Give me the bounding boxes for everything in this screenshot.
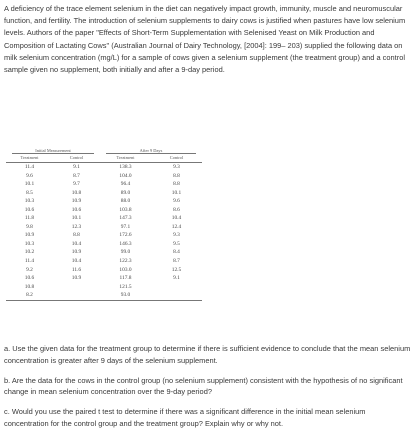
question-b: b. Are the data for the cows in the control group (no selenium supplement) consistent with the hypothesis of no significant change in mean selenium concentration over the 9-day period? [4, 375, 403, 397]
table-body [6, 163, 202, 300]
table-row [6, 231, 202, 240]
table-cell [53, 283, 100, 292]
table-cell: 10.8 [24, 283, 35, 290]
table-cell: 8.8 [173, 181, 180, 188]
table-cell: 9.6 [26, 172, 33, 179]
table-cell: 12.5 [171, 266, 182, 273]
group-rule-after [106, 153, 196, 154]
table-cell: 9.5 [173, 240, 180, 247]
table-row [6, 163, 202, 172]
group-header-initial [6, 147, 100, 154]
table-cell: 9.1 [173, 275, 180, 282]
table-cell: 9.3 [173, 164, 180, 170]
table-cell: 10.3 [24, 198, 35, 205]
table-cell: 10.9 [71, 198, 82, 205]
table-row [6, 257, 202, 266]
table-cell: 121.5 [119, 283, 132, 290]
question-c: c. Would you use the paired t test to determine if there was a significant difference in the initial mean selenium concentration for the control group and the treatment group? Explain why or why not. [4, 407, 366, 428]
table-row [6, 248, 202, 257]
table-cell: 9.6 [173, 198, 180, 205]
group-rule-initial [12, 153, 94, 154]
table-cell: 8.5 [26, 189, 33, 196]
table-cell: 9.1 [73, 164, 80, 170]
table-cell: 10.4 [71, 240, 82, 247]
table-row [6, 283, 202, 292]
column-header-initial-control: Control [69, 155, 84, 160]
table-row [6, 223, 202, 232]
table-cell: 9.8 [26, 223, 33, 230]
table-cell: 10.6 [71, 206, 82, 213]
table-cell: 96.4 [120, 181, 131, 188]
table-bottom-rule [6, 300, 202, 301]
group-header-after [100, 147, 202, 154]
table-cell: 146.3 [119, 240, 132, 247]
table-cell: 8.8 [73, 232, 80, 239]
table-cell: 9.2 [26, 266, 33, 273]
table-cell: 8.8 [173, 172, 180, 179]
table-cell: 10.6 [24, 206, 35, 213]
selenium-data-table [6, 147, 202, 301]
table-cell: 9.3 [173, 232, 180, 239]
table-cell: 10.6 [24, 275, 35, 282]
column-header-after-control: Control [169, 155, 184, 160]
table-row [6, 206, 202, 215]
table-cell: 93.0 [120, 292, 131, 299]
table-cell: 10.8 [71, 189, 82, 196]
column-header-initial-treatment: Treatment [20, 155, 39, 160]
table-cell: 9.7 [73, 181, 80, 188]
table-cell: 11.8 [24, 215, 35, 222]
table-cell: 8.4 [173, 249, 180, 256]
questions [4, 343, 412, 438]
table-row [6, 172, 202, 181]
table-row [6, 197, 202, 206]
table-cell: 138.3 [119, 164, 132, 170]
table-cell: 10.9 [71, 249, 82, 256]
table-cell: 8.7 [173, 258, 180, 265]
table-cell: 10.4 [171, 215, 182, 222]
table-cell: 8.6 [173, 206, 180, 213]
table-cell: 99.0 [120, 249, 131, 256]
table-cell: 11.4 [24, 164, 35, 170]
table-cell: 10.1 [24, 181, 35, 188]
table-cell [151, 283, 202, 292]
table-cell: 8.2 [26, 292, 33, 299]
table-cell: 88.0 [120, 198, 131, 205]
table-cell: 12.3 [71, 223, 82, 230]
table-cell: 104.0 [119, 172, 132, 179]
table-cell: 147.3 [119, 215, 132, 222]
group-label-initial: Initial Measurement [35, 148, 71, 153]
table-row [6, 266, 202, 275]
table-cell: 10.9 [24, 232, 35, 239]
table-cell: 89.0 [120, 189, 131, 196]
table-cell: 10.4 [71, 258, 82, 265]
table-cell: 11.4 [24, 258, 35, 265]
table-cell: 8.7 [73, 172, 80, 179]
table-cell: 12.4 [171, 223, 182, 230]
table-row [6, 189, 202, 198]
table-row [6, 291, 202, 300]
table-cell [151, 291, 202, 300]
problem-intro: A deficiency of the trace element selenium in the diet can negatively impact growth, immunity, muscle and neuromuscular function, and fertility. The introduction of selenium supplements to dairy cows is justified when pastures have low selenium levels. Authors of the paper "Effects of Short-Term Supplementation with Selenised Yeast on Milk Production and Composition of Lactating Cows" (Australian Journal of Dairy Technology, [2004]: 199– 203) supplied the following data on milk selenium concentration (mg/L) for a sample of cows given a selenium supplement (the treatment group) and a control sample given no supplement, both initially and after a 9-day period. [4, 4, 406, 75]
table-cell: 103.8 [119, 206, 132, 213]
column-header-after-treatment: Treatment [116, 155, 135, 160]
table-row [6, 214, 202, 223]
table-cell: 10.1 [171, 189, 182, 196]
table-row [6, 274, 202, 283]
table-cell [53, 291, 100, 300]
table-cell: 10.9 [71, 275, 82, 282]
table-cell: 10.3 [24, 240, 35, 247]
table-row [6, 180, 202, 189]
table-cell: 10.2 [24, 249, 35, 256]
table-cell: 122.3 [119, 258, 132, 265]
question-a: a. Use the given data for the treatment group to determine if there is sufficient evidence to conclude that the mean selenium concentration is greater after 9 days of the selenium supplement. [4, 344, 411, 365]
group-label-after: After 9 Days [139, 148, 163, 153]
table-group-header [6, 147, 202, 154]
table-cell: 103.0 [119, 266, 132, 273]
table-cell: 10.1 [71, 215, 82, 222]
table-cell: 172.6 [119, 232, 132, 239]
table-column-header [6, 154, 202, 163]
table-cell: 117.8 [119, 275, 132, 282]
table-cell: 97.1 [120, 223, 131, 230]
table-row [6, 240, 202, 249]
table-cell: 11.6 [71, 266, 82, 273]
